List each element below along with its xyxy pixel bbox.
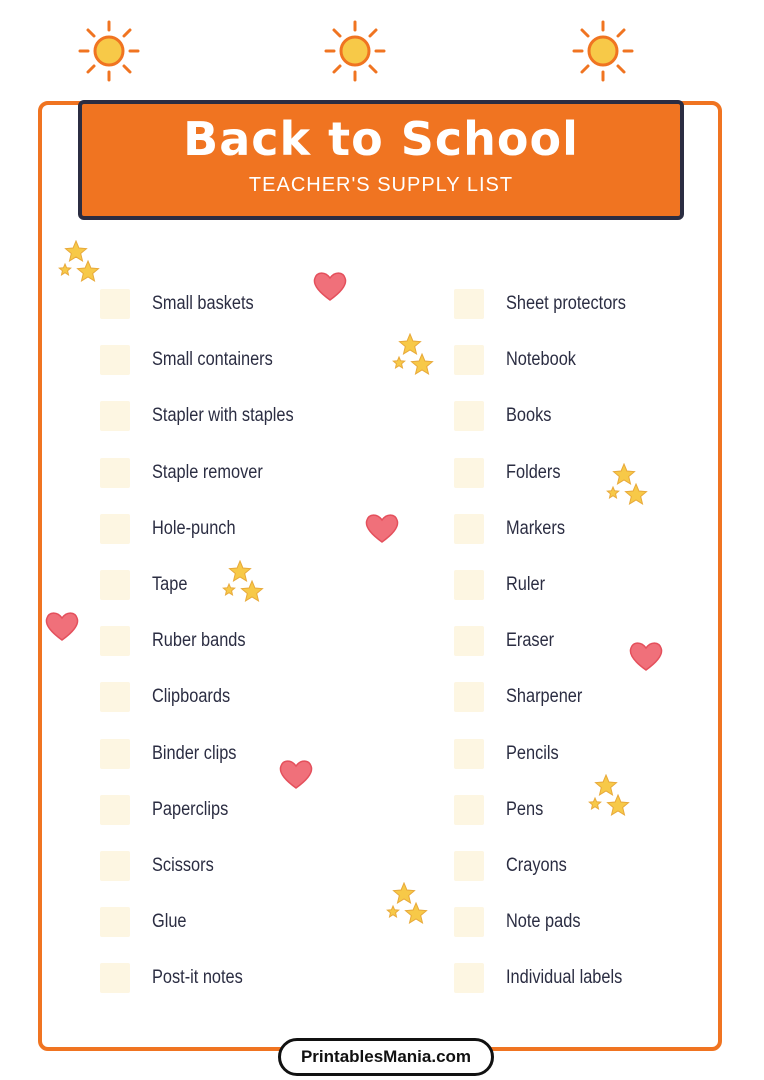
checklist-item [454,400,559,432]
star-cluster-icon [386,882,430,933]
checklist-item [454,625,562,657]
heart-icon [44,610,80,647]
checkbox[interactable] [454,682,484,712]
item-label: Individual labels [506,967,623,989]
item-label: Crayons [506,855,567,876]
checkbox[interactable] [454,345,484,375]
checkbox[interactable] [454,907,484,937]
item-label: Pens [506,798,544,820]
checkbox[interactable] [454,570,484,600]
item-label: Glue [152,911,187,933]
checkbox[interactable] [100,401,130,431]
title-banner [78,100,684,220]
checkbox[interactable] [454,289,484,319]
checkbox[interactable] [100,795,130,825]
checkbox[interactable] [100,570,130,600]
checkbox[interactable] [100,963,130,993]
item-label: Clipboards [152,686,231,708]
item-label: Pencils [506,742,559,764]
sun-icon [74,18,144,84]
star-cluster-icon [606,463,650,514]
checkbox[interactable] [454,851,484,881]
checkbox[interactable] [100,458,130,488]
checkbox[interactable] [100,514,130,544]
checklist-item [100,288,270,320]
item-label: Post-it notes [152,967,243,989]
item-label: Small baskets [152,293,254,314]
item-label: Notebook [506,349,576,371]
item-label: Stapler with staples [152,405,294,427]
checkbox[interactable] [454,626,484,656]
checklist-item [454,681,595,713]
checklist-item [454,906,593,938]
checkbox[interactable] [454,739,484,769]
checklist-item [454,738,567,770]
sun-icon [320,18,390,84]
checklist-item [454,794,549,826]
item-label: Eraser [506,630,555,652]
checklist-item [100,962,258,994]
item-label: Small containers [152,349,273,371]
checkbox[interactable] [100,626,130,656]
checklist-item [100,513,249,545]
checklist-item [100,569,193,601]
checklist-item [454,457,569,489]
checkbox[interactable] [454,458,484,488]
checklist-item [454,569,551,601]
item-label: Staple remover [152,461,263,483]
heart-icon [312,270,348,307]
checkbox[interactable] [100,907,130,937]
checkbox[interactable] [454,401,484,431]
item-label: Note pads [506,911,581,933]
page-title: Back to School [183,112,579,166]
item-label: Hole-punch [152,517,236,539]
item-label: Sharpener [506,686,583,708]
checkbox[interactable] [100,851,130,881]
checkbox[interactable] [100,682,130,712]
item-label: Books [506,405,552,427]
heart-icon [628,640,664,677]
checklist-item [454,513,575,545]
star-cluster-icon [58,240,102,291]
checkbox[interactable] [100,345,130,375]
checklist-item [454,850,577,882]
checkbox[interactable] [454,514,484,544]
checklist-item [454,288,645,320]
item-label: Scissors [152,855,214,876]
item-label: Paperclips [152,798,229,820]
checklist-item [100,344,292,376]
checklist-item [100,625,261,657]
checklist-item [100,794,241,826]
sun-icon [568,18,638,84]
item-label: Sheet protectors [506,293,626,314]
site-badge: PrintablesMania.com [278,1038,494,1076]
checklist-item [100,850,224,882]
checklist-item [100,457,281,489]
checklist-item [454,344,587,376]
star-cluster-icon [392,333,436,384]
page-subtitle: TEACHER'S SUPPLY LIST [248,174,514,196]
item-label: Ruler [506,574,546,595]
checklist-item [100,738,250,770]
checkbox[interactable] [100,289,130,319]
item-label: Folders [506,461,561,483]
checklist-item [100,400,317,432]
item-label: Binder clips [152,742,237,764]
item-label: Tape [152,574,188,595]
item-label: Ruber bands [152,630,246,652]
star-cluster-icon [222,560,266,611]
checklist-item [454,962,641,994]
checklist-item [100,906,192,938]
heart-icon [278,758,314,795]
item-label: Markers [506,517,566,539]
star-cluster-icon [588,774,632,825]
checklist-item [100,681,243,713]
checkbox[interactable] [454,795,484,825]
checkbox[interactable] [454,963,484,993]
heart-icon [364,512,400,549]
checkbox[interactable] [100,739,130,769]
